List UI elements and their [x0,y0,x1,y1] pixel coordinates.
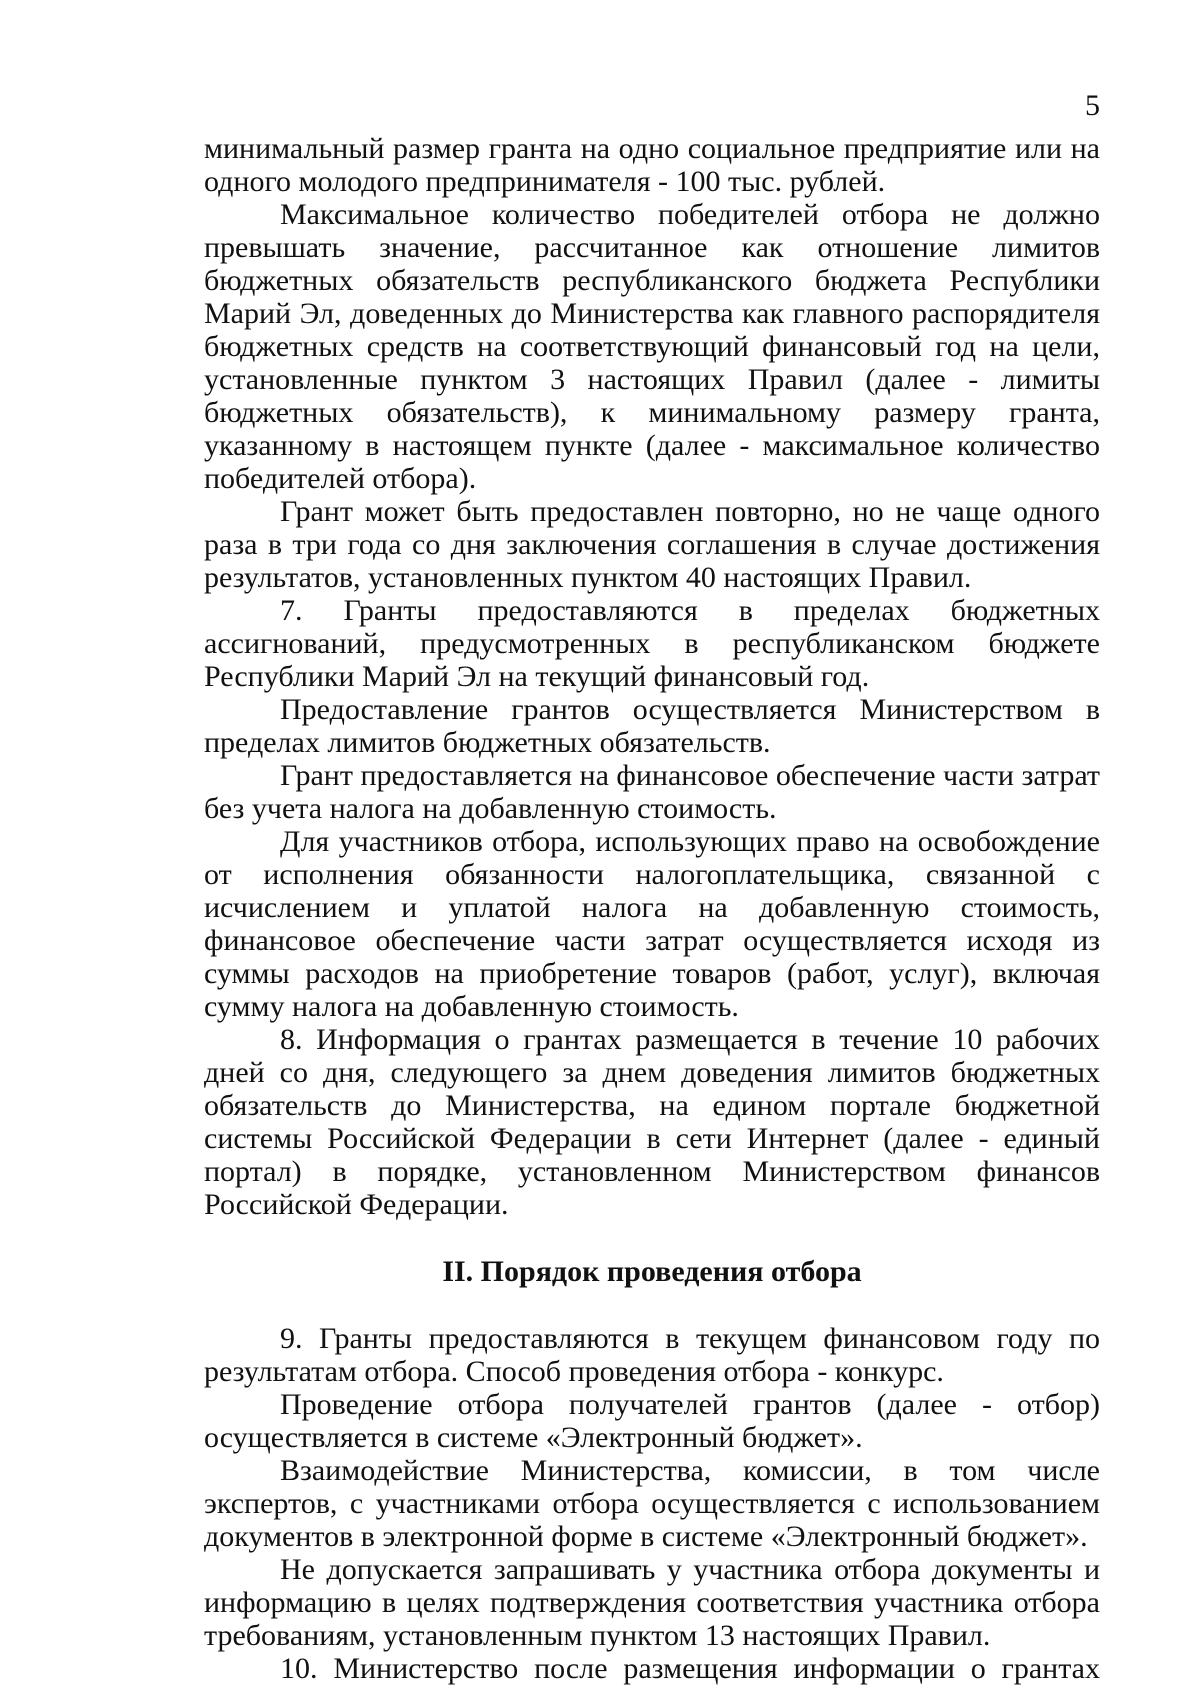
page-number: 5 [1085,89,1100,122]
paragraph: Грант может быть предоставлен повторно, но не чаще одного раза в три года со дня заключения соглашения в случае достижения результатов, установленных пунктом 40 настоящих Правил. [204,495,1100,594]
paragraph: 9. Гранты предоставляются в текущем финансовом году по результатам отбора. Способ проведения отбора - конкурс. [204,1322,1100,1388]
paragraph: минимальный размер гранта на одно социальное предприятие или на одного молодого предпринимателя - 100 тыс. рублей. [204,132,1100,198]
paragraph: Проведение отбора получателей грантов (далее - отбор) осуществляется в системе «Электронный бюджет». [204,1388,1100,1454]
paragraph: 7. Гранты предоставляются в пределах бюджетных ассигнований, предусмотренных в республиканском бюджете Республики Марий Эл на текущий финансовый год. [204,594,1100,693]
section-heading: II. Порядок проведения отбора [442,1255,862,1288]
paragraph: Максимальное количество победителей отбора не должно превышать значение, рассчитанное как отношение лимитов бюджетных обязательств республиканского бюджета Республики Марий Эл, доведенных до Министерства как главного распорядителя бюджетных средств на соответствующий финансовый год на цели, установленные пунктом 3 настоящих Правил (далее - лимиты бюджетных обязательств), к минимальному размеру гранта, указанному в настоящем пункте (далее - максимальное количество победителей отбора). [204,198,1100,495]
paragraph: 10. Министерство после размещения информации о грантах [280,1652,1100,1685]
document-body [204,132,1100,1685]
paragraph: 8. Информация о грантах размещается в течение 10 рабочих дней со дня, следующего за днем доведения лимитов бюджетных обязательств до Министерства, на едином портале бюджетной системы Российской Федерации в сети Интернет (далее - единый портал) в порядке, установленном Министерством финансов Российской Федерации. [204,1023,1100,1221]
paragraph: Предоставление грантов осуществляется Министерством в пределах лимитов бюджетных обязательств. [204,693,1100,759]
paragraph: Не допускается запрашивать у участника отбора документы и информацию в целях подтверждения соответствия участника отбора требованиям, установленным пунктом 13 настоящих Правил. [204,1553,1100,1652]
paragraph: Взаимодействие Министерства, комиссии, в том числе экспертов, с участниками отбора осуществляется с использованием документов в электронной форме в системе «Электронный бюджет». [204,1454,1100,1553]
paragraph: Грант предоставляется на финансовое обеспечение части затрат без учета налога на добавленную стоимость. [204,759,1100,825]
paragraph: Для участников отбора, использующих право на освобождение от исполнения обязанности налогоплательщика, связанной с исчислением и уплатой налога на добавленную стоимость, финансовое обеспечение части затрат осуществляется исходя из суммы расходов на приобретение товаров (работ, услуг), включая сумму налога на добавленную стоимость. [204,825,1100,1023]
